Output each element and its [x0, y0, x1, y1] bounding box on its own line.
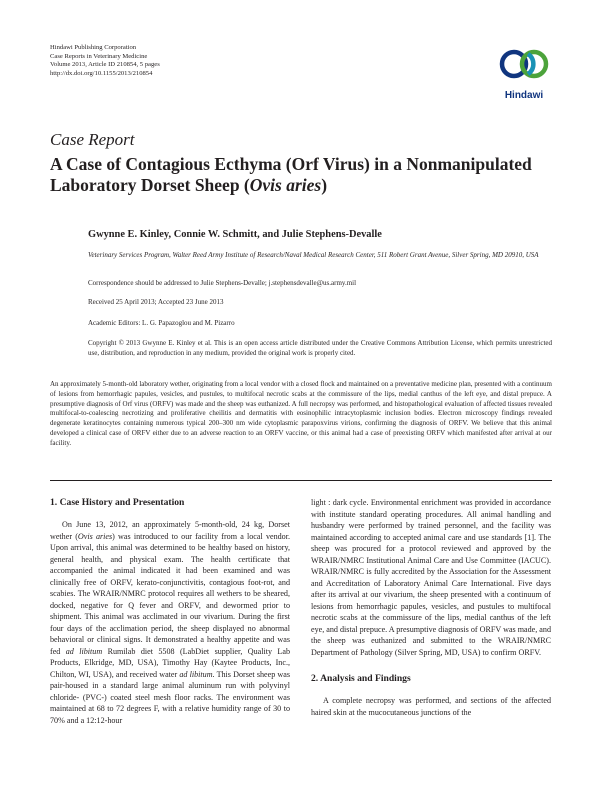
- doi-link[interactable]: http://dx.doi.org/10.1155/2013/210854: [50, 69, 153, 77]
- correspondence: Correspondence should be addressed to Julie Stephens-Devalle; j.stephensdevalle@us.army.mil: [88, 279, 357, 287]
- publisher-name: Hindawi Publishing Corporation: [50, 44, 137, 51]
- hindawi-logo: [494, 42, 554, 106]
- volume-info: Volume 2013, Article ID 210854, 5 pages: [50, 61, 160, 69]
- copyright-notice: Copyright © 2013 Gwynne E. Kinley et al. This is an open access article distributed under the Creative Commons Attribution License, which permits unrestricted use, distribution, and reproduction in any medium, provided the original work is properly cited.: [88, 339, 552, 357]
- section-heading-case-history: 1. Case History and Presentation: [50, 497, 185, 508]
- abstract: An approximately 5-month-old laboratory wether, originating from a local vendor with a closed flock and maintained on a preventative medicine plan, presented with a continuum of lesions from hemorrhagic papules, vesicles, and pustules, to multifocal necrotic scabs at the commissure of the lips, medial canthus of the left eye, and distal prepuce. A presumptive diagnosis of Orf virus (ORFV) was made and the sheep was euthanized. A full necropsy was performed, and histopathological evaluation of affected tissues revealed multifocal-to-coalescing necrotizing and proliferative cheilitis and dermatitis with eosinophilic intracytoplasmic inclusion bodies. Electron microscopy findings revealed degenerate keratinocytes containing numerous typical 200–300 nm wide cytoplasmic parapoxvirus virions, confirming the diagnosis of ORFV. We believe that this animal developed a clinical case of ORFV either due to an adverse reaction to an ORFV vaccine, or this animal had a case of preexisting ORFV which manifested after arrival at our facility.: [50, 380, 552, 447]
- body-paragraph: light : dark cycle. Environmental enrichment was provided in accordance with institute standard operating procedures. All animal handling and husbandry were performed by trained personnel, and the facility was maintained according to accepted animal care and use standards [1]. The sheep was procured for a protocol reviewed and approved by the WRAIR/NMRC Institutional Animal Care and Use Committee (IACUC). WRAIR/NMRC is fully accredited by the Association for the Assessment and Accreditation of Laboratory Animal Care International. Five days after its arrival at our vivarium, the sheep presented with a continuum of lesions from hemorrhagic papules, vesicles, and pustules to multifocal necrotic scabs at the commissure of the lips, medial canthus of the left eye, and distal prepuce. A presumptive diagnosis of ORFV was made, and the sheep was euthanized and submitted to the WRAIR/NMRC Department of Pathology (Silver Spring, MD, USA) to confirm ORFV.: [311, 498, 551, 657]
- article-type: Case Report: [50, 130, 135, 149]
- affiliation: Veterinary Services Program, Walter Reed Army Institute of Research/Naval Medical Research Center, 511 Robert Grant Avenue, Silver Spring, MD 20910, USA: [88, 251, 539, 259]
- hindawi-logo-text: Hindawi: [504, 90, 544, 101]
- left-column: [50, 497, 290, 726]
- right-column: [311, 497, 551, 718]
- body-paragraph: A complete necropsy was performed, and sections of the affected haired skin at the mucocutaneous junctions of the: [311, 696, 551, 717]
- journal-header: [50, 44, 160, 78]
- body-paragraph: On June 13, 2012, an approximately 5-month-old, 24 kg, Dorset wether (Ovis aries) was introduced to our facility from a local vendor. Upon arrival, this animal was determined to be healthy based on history, general health, and physical exam. The health certificate that accompanied the animal indicated it had been examined and was clinically free of ORFV, kerato-conjunctivitis, contagious foot-rot, and scabies. The WRAIR/NMRC protocol requires all wethers to be sheared, docked, negative for Q fever and ORFV, and dewormed prior to shipment. This animal was acclimated in our vivarium. During the first four days of the acclimation period, the sheep displayed no abnormal behavioral or clinical signs. It demonstrated a healthy appetite and was fed ad libitum Rumilab diet 5508 (LabDiet supplier, Quality Lab Products, Elkridge, MD, USA), Timothy Hay (Kaytee Products, Inc., Chilton, WI, USA), and received water ad libitum. This Dorset sheep was pair-housed in a standard large animal aluminum run with polyvinyl chloride- (PVC-) coated steel mesh floor racks. The environment was maintained at 68 to 72 degrees F, with a relative humidity range of 30 to 70% and a 12:12-hour: [50, 520, 290, 725]
- journal-name: Case Reports in Veterinary Medicine: [50, 52, 148, 60]
- received-dates: Received 25 April 2013; Accepted 23 June 2013: [88, 298, 224, 306]
- section-heading-analysis: 2. Analysis and Findings: [311, 673, 411, 684]
- hindawi-logo-icon: [494, 42, 554, 90]
- article-title: A Case of Contagious Ecthyma (Orf Virus) in a Nonmanipulated Laboratory Dorset Sheep (Ovis aries): [50, 154, 532, 195]
- section-divider: [50, 480, 552, 481]
- academic-editors: Academic Editors: L. G. Papazoglou and M. Pizarro: [88, 319, 235, 327]
- author-list: Gwynne E. Kinley, Connie W. Schmitt, and Julie Stephens-Devalle: [88, 229, 382, 240]
